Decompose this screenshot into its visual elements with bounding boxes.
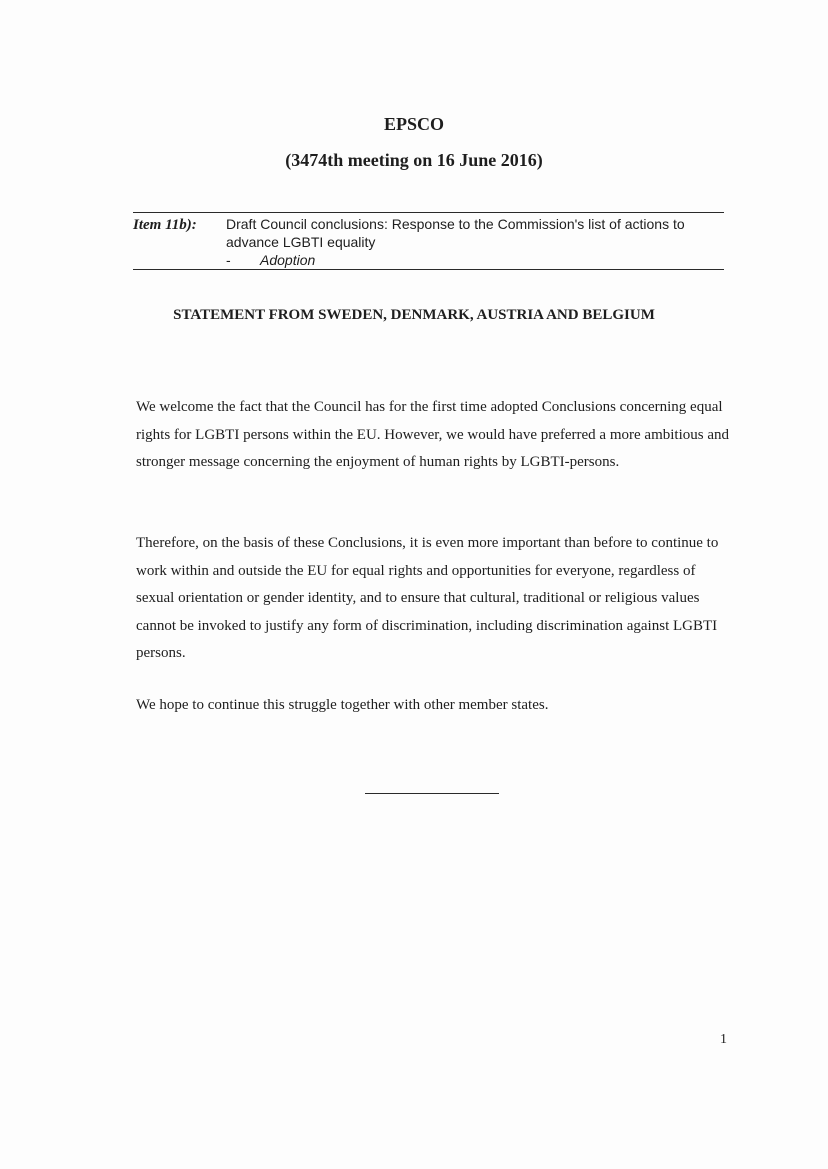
document-title: EPSCO (383, 114, 444, 134)
status-label: Adoption (260, 252, 316, 268)
agenda-item-status (226, 252, 315, 268)
statement-paragraph-3: We hope to continue this struggle together with other member states. (136, 697, 549, 713)
page-number: 1 (720, 1032, 727, 1047)
agenda-item-label: Item 11b): (133, 217, 197, 233)
meeting-subtitle: (3474th meeting on 16 June 2016) (285, 150, 543, 170)
agenda-item-description-line1: Draft Council conclusions: Response to the Commission's list of actions to (226, 216, 685, 232)
agenda-item-description (226, 215, 706, 251)
end-divider (365, 793, 499, 794)
statement-heading: STATEMENT FROM SWEDEN, DENMARK, AUSTRIA AND BELGIUM (173, 307, 655, 323)
item-top-rule (133, 212, 724, 213)
item-bottom-rule (133, 269, 724, 270)
agenda-item-description-line2: advance LGBTI equality (226, 234, 376, 250)
statement-paragraph-1: We welcome the fact that the Council has for the first time adopted Conclusions concerning equal rights for LGBTI persons within the EU. However, we would have preferred a more ambitious and stronger message concerning the enjoyment of human rights by LGBTI-persons. (136, 399, 729, 470)
statement-paragraph-2: Therefore, on the basis of these Conclusions, it is even more important than before to continue to work within and outside the EU for equal rights and opportunities for everyone, regardless of sexual orientation or gender identity, and to ensure that cultural, traditional or religious values cannot be invoked to justify any form of discrimination, including discrimination against LGBTI persons. (136, 535, 719, 661)
status-bullet: - (226, 252, 231, 268)
